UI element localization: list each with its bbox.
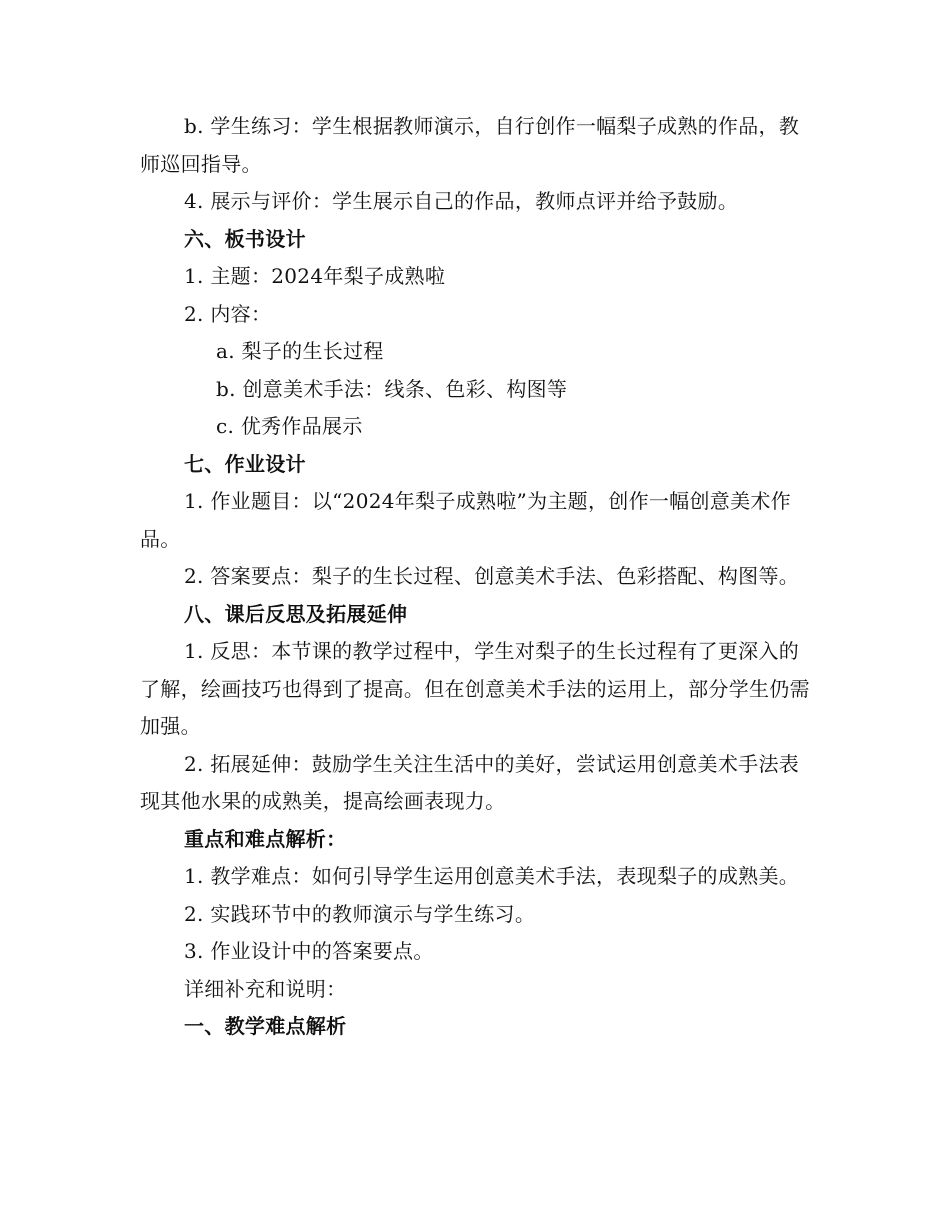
key-point-practice: 2. 实践环节中的教师演示与学生练习。 (184, 901, 536, 926)
section-heading-board-design: 六、板书设计 (184, 226, 306, 251)
supplement-label: 详细补充和说明： (184, 976, 347, 1001)
section-heading-homework: 七、作业设计 (184, 451, 306, 476)
board-subitem-growth: a. 梨子的生长过程 (216, 339, 384, 363)
board-item-content: 2. 内容： (184, 301, 272, 326)
section-heading-key-points: 重点和难点解析： (184, 826, 347, 851)
board-subitem-showcase: c. 优秀作品展示 (216, 414, 363, 438)
key-point-difficulty: 1. 教学难点：如何引导学生运用创意美术手法，表现梨子的成熟美。 (184, 864, 800, 888)
document-body (140, 108, 810, 1046)
key-point-answers: 3. 作业设计中的答案要点。 (184, 939, 434, 963)
board-item-theme: 1. 主题：2024年梨子成熟啦 (184, 264, 446, 288)
board-subitem-techniques: b. 创意美术手法：线条、色彩、构图等 (216, 376, 568, 401)
homework-answer-points: 2. 答案要点：梨子的生长过程、创意美术手法、色彩搭配、构图等。 (184, 564, 800, 588)
section-heading-reflection: 八、课后反思及拓展延伸 (184, 601, 408, 626)
section-heading-difficulty-analysis: 一、教学难点解析 (184, 1014, 347, 1038)
reflection-paragraph: 1. 反思：本节课的教学过程中，学生对梨子的生长过程有了更深入的了解，绘画技巧也得到了提高。但在创意美术手法的运用上，部分学生仍需加强。 (140, 639, 810, 738)
paragraph-display-evaluation: 4. 展示与评价：学生展示自己的作品，教师点评并给予鼓励。 (184, 189, 739, 213)
extension-paragraph: 2. 拓展延伸：鼓励学生关注生活中的美好，尝试运用创意美术手法表现其他水果的成熟美，提高绘画表现力。 (140, 751, 800, 813)
homework-topic: 1. 作业题目：以“2024年梨子成熟啦”为主题，创作一幅创意美术作品。 (140, 489, 791, 551)
paragraph-student-practice: b. 学生练习：学生根据教师演示，自行创作一幅梨子成熟的作品，教师巡回指导。 (140, 114, 800, 176)
